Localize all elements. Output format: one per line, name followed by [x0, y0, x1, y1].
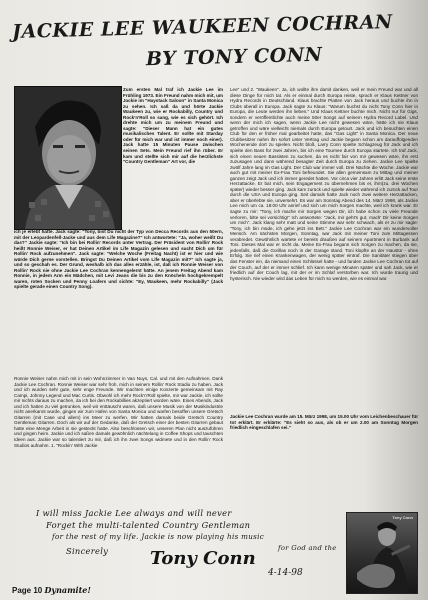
page-number: Page 10	[12, 586, 43, 595]
intro-text: Zum ersten Mal traf ich Jackie Lee im Frühling 1973. Ein Freund nahm mich mit, um Jackie im "Haystack Saloon" in Santa Monica zu sehen. Ich saß da und hörte Jackie Waukeen zu, wie er Rockabilly, Country und Rock'n'Roll so sang, wie es sich gehört. Ich drehte mich um zu meinem Freund und sagte: "Dieser Mann hat ein gutes musikalisches Talent. Er sollte mit Starday oder für mich war und ist immer noch einer). Jack hatte 15 Minuten Pause zwischen seinen Sets. Mein Freund rief ihn rüber. Er kam und stellte sich mir auf die herzlichste "Country Gentleman" Art vor, die	[123, 87, 223, 165]
article-body-left-text: Ronnie Weiser nahm mich mit in sein Wohnzimmer in Van Nuys, Cal. und mit den Aufnahmen. Dank Jackie Lee Cochran. Ronnie Weiser war sehr froh, mich in seinem Rollin' Rock Stadiu zu haben. Jack und ich wurden sehr gute, sehr enge Freunde. Wir machten einige Konzerte gemeinsam mit Ray Campi, Johnny Legend und Mac Curtis. Obwohl ich mehr Rock'n'Roll spielte, mir war Jackie, ich sollte mir nichts daraus zu machen, da ich bei den Rockabillies akzeptiert worden wäre. Eines Abends, Jack und ich hatten zu viel getrunken, weil wir enttäuscht waren, daß unsere Musik von der Musikindustrie nicht anerkannt wurde, gingen wir zum Hafen von Santa Monica und warfen besoffen unsere Gretsch Gitarren (mit Case und allem) ins Meer zu werfen. Wir hatten damals beide Gretsch Country Gentleman Gitarren. Doch als wir auf der Gedanke, daß der Gretsch einer der besten Gitarren gebaut hatte eine Menge Arbeit in sie gesteckt hatte. Also beschlossen wir, unseren Plan nicht auszuführen und gingen heim. Jackie und ich saßen damals gewöhnlich nächtelang in Coffee Shops und tauschten Ideen aus. Jackie war so talentiert zu mir, daß ich ihn zwei Songs widmete und in den Rollin' Rock Studios aufnahm. 1. "Rockin' With Jackie	[14, 376, 223, 448]
note-line-2: Forget the multi-talented Country Gentleman	[46, 520, 251, 530]
intro-paragraph	[123, 87, 223, 225]
signature: Tony Conn	[150, 548, 256, 569]
page-footer	[12, 585, 91, 595]
handwritten-note	[30, 506, 370, 586]
portrait-illustration	[15, 87, 121, 229]
jackie-lee-portrait-photo	[14, 86, 122, 230]
article-body-left	[14, 376, 223, 507]
article-body-right	[230, 87, 418, 387]
note-line-1: I will miss Jackie Lee always and will never	[36, 508, 232, 518]
inset-caption: Tony Conn	[392, 515, 413, 520]
inset-illustration	[347, 513, 417, 593]
death-notice-paragraph	[230, 414, 418, 440]
death-notice-text: Jackie Lee Cochran wurde am 15. März 1998, um 15.00 Uhr vom Leichenbeschauer für tot erklärt. Er erklärte: "Es sieht so aus, als ob er um 2.00 am Sonntag Morgen friedlich eingeschlafen sei."	[230, 414, 418, 431]
signature-date: 4-14-98	[268, 568, 303, 578]
interview-text: ich je erlebt hatte. Jack sagte: "Tony, bist Du nicht der Typ von Decca Records aus den 50ern, mit der Leopardenfell-Jacke und aus dem Life Magazine?" Ich antwortete: "Ja, woher weißt Du das?" Jackie sagte: "Ich bin bei Rollin' Records unter Vertrag. Der Präsident von Rollin' Rock heißt Ronnie Weiser, er hat Deinen Artikel im Life Magazin gelesen und sucht Dich um für Rollin' Rock aufzunehmen". Jack sagte: "Welche Woche (Freitag Nacht) ist er hier und wie würde Dich gerne vorstellen. Bringst Du Deinen Artikel vom Life Magazin mit?" Ich sagte ja, und so geschah es. Der Grund, weshalb ich das alles erzähle, ist, daß ich Ronnie Weiser von Rollin' Rock nie ohne Jackie Lee Cochran kennengelernt hätte. An jenem Freitag Abend kam Ronnie, in jedem Arm ein Mädchen, mit Levi Jeans die bis zu den Knöcheln hochgekrempelt waren, roten Socken und Penny Loafers und sichte: "Ey, Waukeen, mehr Rockabilly" (Jack spielte gerade einen Country Song).	[14, 229, 223, 290]
note-line-3: for the rest of my life. Jackie is now playing his music	[52, 532, 265, 541]
handwritten-title: JACKIE LEE WAUKEEN COCHRAN	[11, 11, 394, 43]
tony-conn-inset-photo	[346, 512, 418, 594]
article-body-right-text: Lee" und 2. "Waukeen". Ja, ich wollte ihm damit danken, weil er mein Freund war und all diese Dinge für mich tat. Als er einmal durch Europa reiste, sprach er Klaus Kettner von Hydra Records in Deutschland. Klaus brachte Platten von Jack heraus und buchte ihn in Clubs überall in Europa. Jack sagte zu Klaus: "Warum buchst du nicht Tony Conn hier in Europa, die Leute werden ihn lieben." Und Klaus Kettner buchte mich. Nicht nur für Gigs, sondern er veröffentlichte auch meine 50er Songs auf seinem Hydra Record Label. Und wenn der mich ich sagen, wenn Jackie Lee nicht gewesen wäre, hätte ich nie Klaus getroffen und wäre vielleicht niemals durch Europa getourt. Jack und ich besuchten einen Club für den er früher mal gearbeitet hatte, das "Gas Light" in Santa Monica. Der neue Clubbesitzer nahm ihn sofort unter Vertrag und Jackie begann schon am darauffolgenden Wochenende dort zu spielen. Nicht bloß, Larry Conn spielte Schlagzeug für Jack und ich spielte den Bass für zwei Jahren, bis ich eine Tournee durch Europa startete. Ich traf Jack, sich einen neuen Bassisten zu suchen, da es nicht fair von mir gewesen wäre, ihn erst zuzusagen und dann während besagter Zeit durch Europa zu ziehen. Jackie Lee spielte zwölf Jahre lang im Gas Light. Der Club war immer voll. Drei Nächte die Woche. Jackie war auch gut mit meiner Ex-Frau Toni befreundet. Sie allen gemeinsam zu Mittag und meiner ganzen zeigt Jack und ich immer geredet hatten. Vor circa vier Jahren erlitt Jack seine erste Herzattacke. Er bat mich, sein Engagement zu übernehmen bis er, ihm(zu. drei Wochen später) wieder besser ging. Jack kam zurück und spielte wieder während ich zurück auf Tour durch die USA und Europa ging. Seit damals hatte Jack noch zwei weitere Herzattacken, aber er überlebte sie, unversehrt. Es war am Sonntag Abend des 14. März 1998, als Jackie Lee mich um ca. 18:00 Uhr anrief und sich um mich Sorgen machte, weil ich krank war. Er sagte zu mir: "Tony, ich mache mir Sorgen wegen Dir, ich habe schon zu viele Freunde verloren, bitte sei vorsichtig!" Ich antwortete: "Jack, mir geht's gut, mach' Dir keine Sorgen um mich". Jack klang sehr matt und seine Stimme war sehr schwach, als er zu mir sagte: "Tony, ich bin müde, ich gehe jetzt ins Bett." Jackie Lee Cochran war ein wundervoller Mensch. Am nächsten Morgen, Sonntag, war Jack mit meiner Toni zum Mittagessen verabredet. Gewöhnlich wartete er bereits draußen auf seinem Apartment in Burbank auf Toni. Dieses Mal war er nicht da. Meine Ex-Frau begann sich Sorgen zu machen, da sie, jedenfalls, daß die Gorillas noch in der Garage stand. Toni klopfte an der Haustür - ohne Erfolg. Sie rief einen Krankenwagen, der wenig später eintraf. Die Sanitäter stiegen über das Fenster ein, da niemand einen Schlüssel hatte - und fanden Jackie Lee Cochran tot auf der Couch, auf der er immer schlief. Ich kann wenige Minuten später und sah Jack, wie er friedlich auf der Couch lag, mit der er im Schlaf verstorben war. Ich wurde traurig und hysterisch. Nie wieder wird das Leben für mich so werden, wie es einmal war.	[230, 87, 418, 281]
note-line-3b: for God and the	[278, 544, 337, 552]
magazine-name: Dynamite!	[44, 585, 91, 595]
note-closing: Sincerely	[66, 546, 109, 556]
handwritten-byline: BY TONY CONN	[145, 43, 323, 71]
interview-paragraph	[14, 229, 223, 373]
